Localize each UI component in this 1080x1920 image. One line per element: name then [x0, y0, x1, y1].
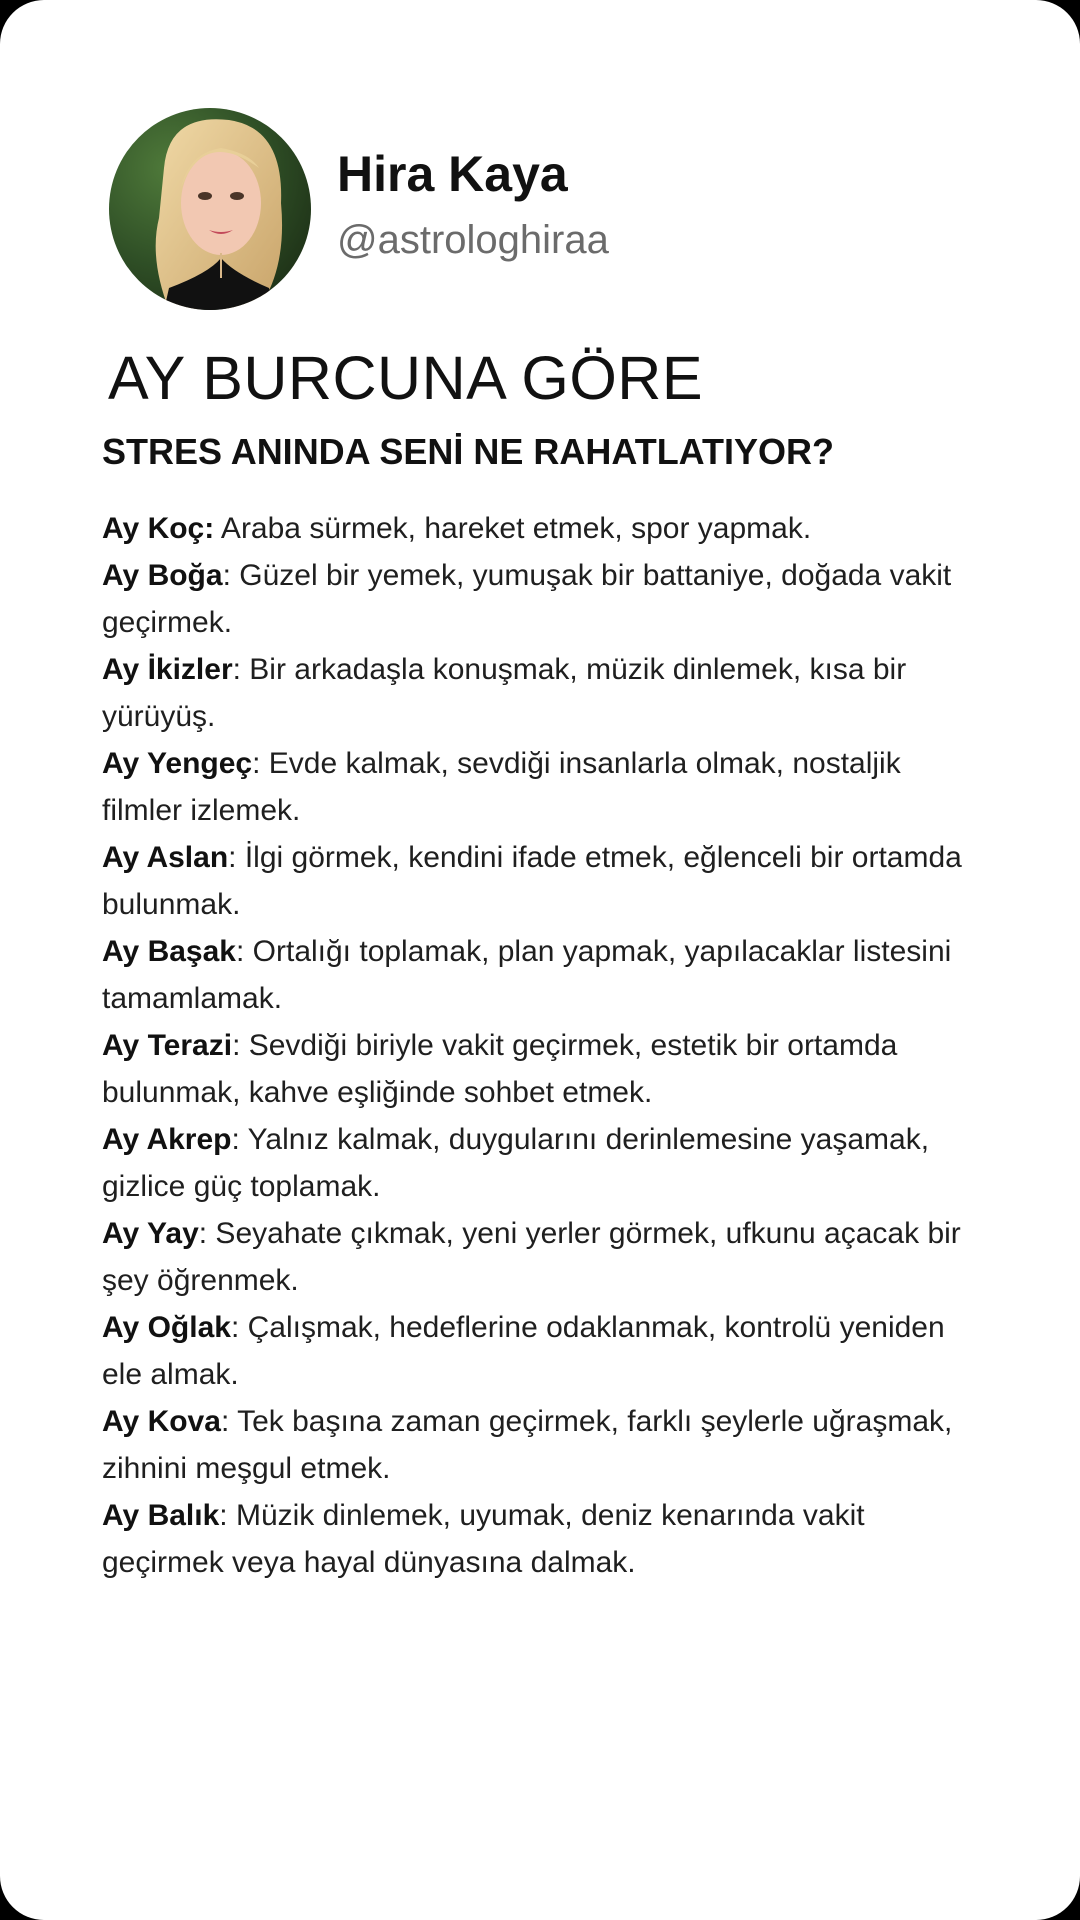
- sign-label: Ay Yengeç: [102, 747, 253, 780]
- list-item: [102, 1116, 982, 1210]
- list-item: [102, 834, 982, 928]
- list-item: [102, 1304, 982, 1398]
- sign-description: : Tek başına zaman geçirmek, farklı şeylerle uğraşmak, zihnini meşgul etmek.: [102, 1405, 953, 1485]
- moon-sign-list: [102, 505, 982, 1586]
- sign-label: Ay Akrep: [102, 1123, 232, 1156]
- avatar-photo: [109, 108, 311, 310]
- display-name[interactable]: Hira Kaya: [337, 146, 568, 202]
- list-item: [102, 646, 982, 740]
- sign-label: Ay Terazi: [102, 1029, 233, 1062]
- sign-description: : Yalnız kalmak, duygularını derinlemesine yaşamak, gizlice güç toplamak.: [102, 1123, 930, 1203]
- sign-description: : Bir arkadaşla konuşmak, müzik dinlemek, kısa bir yürüyüş.: [102, 653, 907, 733]
- sign-label: Ay İkizler: [102, 653, 233, 686]
- sign-label: Ay Koç:: [102, 512, 215, 545]
- post-title: AY BURCUNA GÖRE: [108, 344, 704, 412]
- sign-description: : Ortalığı toplamak, plan yapmak, yapılacaklar listesini tamamlamak.: [102, 935, 952, 1015]
- sign-label: Ay Kova: [102, 1405, 221, 1438]
- post-subtitle: STRES ANINDA SENİ NE RAHATLATIYOR?: [102, 431, 835, 472]
- sign-label: Ay Oğlak: [102, 1311, 231, 1344]
- sign-description: : Müzik dinlemek, uyumak, deniz kenarında vakit geçirmek veya hayal dünyasına dalmak.: [102, 1499, 865, 1579]
- list-item: [102, 1210, 982, 1304]
- sign-description: : Seyahate çıkmak, yeni yerler görmek, ufkunu açacak bir şey öğrenmek.: [102, 1217, 961, 1297]
- list-item: [102, 1492, 982, 1586]
- list-item: [102, 1022, 982, 1116]
- sign-label: Ay Balık: [102, 1499, 220, 1532]
- list-item: [102, 552, 982, 646]
- sign-description: : Güzel bir yemek, yumuşak bir battaniye, doğada vakit geçirmek.: [102, 559, 952, 639]
- sign-label: Ay Boğa: [102, 559, 223, 592]
- sign-label: Ay Aslan: [102, 841, 229, 874]
- username-handle[interactable]: @astrologhiraa: [337, 218, 609, 262]
- list-item: [102, 505, 982, 552]
- sign-description: : İlgi görmek, kendini ifade etmek, eğlenceli bir ortamda bulunmak.: [102, 841, 962, 921]
- list-item: [102, 928, 982, 1022]
- profile-names: [337, 144, 609, 264]
- sign-description: : Sevdiği biriyle vakit geçirmek, estetik bir ortamda bulunmak, kahve eşliğinde sohbet etmek.: [102, 1029, 898, 1109]
- list-item: [102, 1398, 982, 1492]
- sign-label: Ay Başak: [102, 935, 236, 968]
- avatar[interactable]: [109, 108, 311, 310]
- list-item: [102, 740, 982, 834]
- sign-description: : Evde kalmak, sevdiği insanlarla olmak, nostaljik filmler izlemek.: [102, 747, 901, 827]
- sign-description: : Çalışmak, hedeflerine odaklanmak, kontrolü yeniden ele almak.: [102, 1311, 945, 1391]
- sign-label: Ay Yay: [102, 1217, 199, 1250]
- sign-description: Araba sürmek, hareket etmek, spor yapmak.: [214, 512, 812, 545]
- profile-header: [109, 108, 609, 310]
